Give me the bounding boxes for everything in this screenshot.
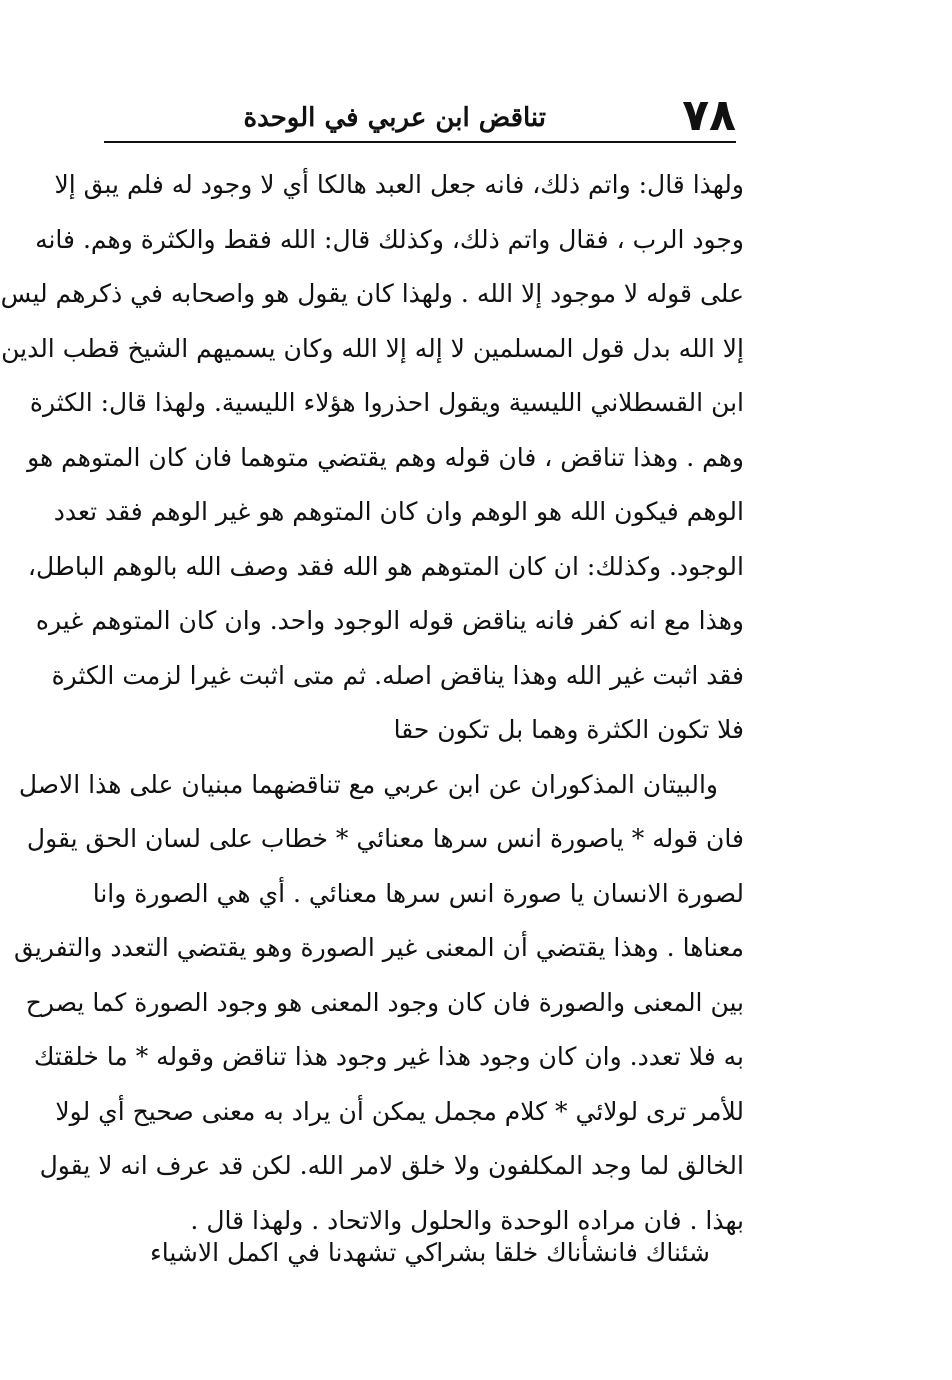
text-line: بين المعنى والصورة فان كان وجود المعنى هو وجود الصورة كما يصرح <box>25 987 744 1017</box>
paragraph-2 <box>14 758 744 1249</box>
text-line: ولهذا قال: واتم ذلك، فانه جعل العبد هالكا أي لا وجود له فلم يبق إلا <box>54 170 744 199</box>
text-line: فان قوله * ياصورة انس سرها معنائي * خطاب على لسان الحق يقول <box>26 824 744 853</box>
page-number: ٧٨ <box>682 90 736 141</box>
text-line: إلا الله بدل قول المسلمين لا إله إلا الله وكان يسميهم الشيخ قطب الدين <box>1 333 744 363</box>
text-line: الوهم فيكون الله هو الوهم وان كان المتوهم هو غير الوهم فقد تعدد <box>53 497 744 526</box>
text-line: للأمر ترى لولائي * كلام مجمل يمكن أن يراد به معنى صحيح أي لولا <box>55 1096 744 1126</box>
text-line: الخالق لما وجد المكلفون ولا خلق لامر الله. لكن قد عرف انه لا يقول <box>39 1151 744 1180</box>
text-line: به فلا تعدد. وان كان وجود هذا غير وجود هذا تناقض وقوله * ما خلقتك <box>33 1042 744 1071</box>
verse-second-hemistich: كي تشهدنا في اكمل الاشياء <box>150 1238 438 1267</box>
running-title: تناقض ابن عربي في الوحدة <box>243 103 546 133</box>
body-text <box>0 158 744 1248</box>
text-line: وهذا مع انه كفر فانه يناقض قوله الوجود واحد. وان كان المتوهم غيره <box>35 606 744 635</box>
text-line: فلا تكون الكثرة وهما بل تكون حقا <box>393 715 744 744</box>
verse-first-hemistich: شئناك فانشأناك خلقا بشرا <box>436 1238 710 1267</box>
poetry-verse <box>150 1226 710 1280</box>
text-line: فقد اثبت غير الله وهذا يناقض اصله. ثم متى اثبت غيرا لزمت الكثرة <box>51 660 744 690</box>
header-rule <box>104 141 736 143</box>
text-line: على قوله لا موجود إلا الله . ولهذا كان يقول هو واصحابه في ذكرهم ليس <box>0 279 744 308</box>
text-line: معناها . وهذا يقتضي أن المعنى غير الصورة وهو يقتضي التعدد والتفريق <box>14 933 744 962</box>
text-line: وهم . وهذا تناقض ، فان قوله وهم يقتضي متوهما فان كان المتوهم هو <box>27 442 744 472</box>
text-line: ابن القسطلاني الليسية ويقول احذروا هؤلاء الليسية. ولهذا قال: الكثرة <box>29 388 744 417</box>
text-line: بهذا . فان مراده الوحدة والحلول والاتحاد . ولهذا قال . <box>190 1205 744 1235</box>
paragraph-1 <box>0 158 744 758</box>
text-line: والبيتان المذكوران عن ابن عربي مع تناقضهما مبنيان على هذا الاصل <box>18 769 718 799</box>
page-header <box>104 92 736 140</box>
text-line: وجود الرب ، فقال واتم ذلك، وكذلك قال: الله فقط والكثرة وهم. فانه <box>35 224 744 254</box>
text-line: الوجود. وكذلك: ان كان المتوهم هو الله فقد وصف الله بالوهم الباطل، <box>27 551 744 581</box>
text-line: لصورة الانسان يا صورة انس سرها معنائي . أي هي الصورة وانا <box>92 878 744 908</box>
